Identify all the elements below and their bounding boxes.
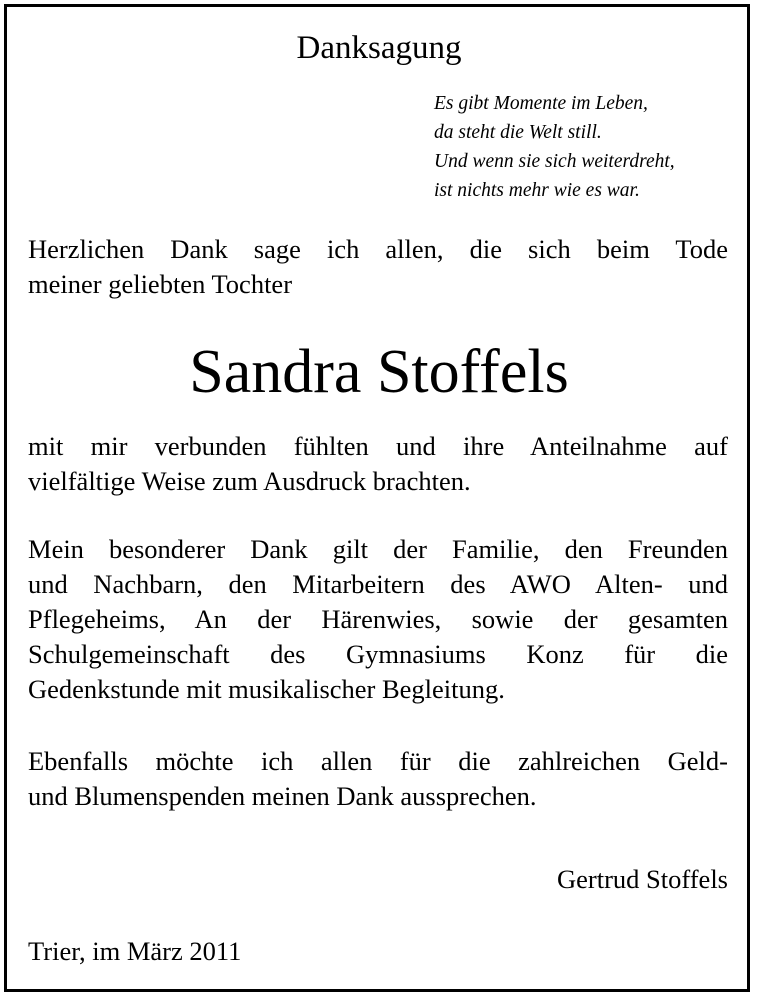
paragraph-line: Mein besonderer Dank gilt der Familie, den Freunden xyxy=(28,534,728,564)
notice-heading: Danksagung xyxy=(296,30,462,66)
thanks-paragraph-3 xyxy=(28,744,728,814)
poem-line: ist nichts mehr wie es war. xyxy=(434,180,640,201)
paragraph-line: Gedenkstunde mit musikalischer Begleitung. xyxy=(28,674,505,704)
poem-block xyxy=(434,89,734,205)
place-date: Trier, im März 2011 xyxy=(28,936,242,966)
poem-line: Es gibt Momente im Leben, xyxy=(434,93,648,114)
intro-line: meiner geliebten Tochter xyxy=(28,269,293,299)
intro-paragraph xyxy=(28,232,728,302)
paragraph-line: und Blumenspenden meinen Dank aussprechen. xyxy=(28,781,537,811)
intro-line: Herzlichen Dank sage ich allen, die sich beim Tode xyxy=(28,234,728,264)
deceased-name: Sandra Stoffels xyxy=(189,338,569,406)
paragraph-line: Ebenfalls möchte ich allen für die zahlreichen Geld- xyxy=(28,746,728,776)
paragraph-line: Pflegeheims, An der Härenwies, sowie der gesamten xyxy=(28,604,728,634)
poem-line: da steht die Welt still. xyxy=(434,122,602,143)
paragraph-line: und Nachbarn, den Mitarbeitern des AWO Alten- und xyxy=(28,569,728,599)
signature: Gertrud Stoffels xyxy=(557,864,728,894)
poem-line: Und wenn sie sich weiterdreht, xyxy=(434,151,675,172)
thanks-paragraph-1 xyxy=(28,429,728,499)
paragraph-line: mit mir verbunden fühlten und ihre Anteilnahme auf xyxy=(28,431,728,461)
paragraph-line: Schulgemeinschaft des Gymnasiums Konz für die xyxy=(28,639,728,669)
thanks-paragraph-2 xyxy=(28,532,728,707)
paragraph-line: vielfältige Weise zum Ausdruck brachten. xyxy=(28,466,471,496)
